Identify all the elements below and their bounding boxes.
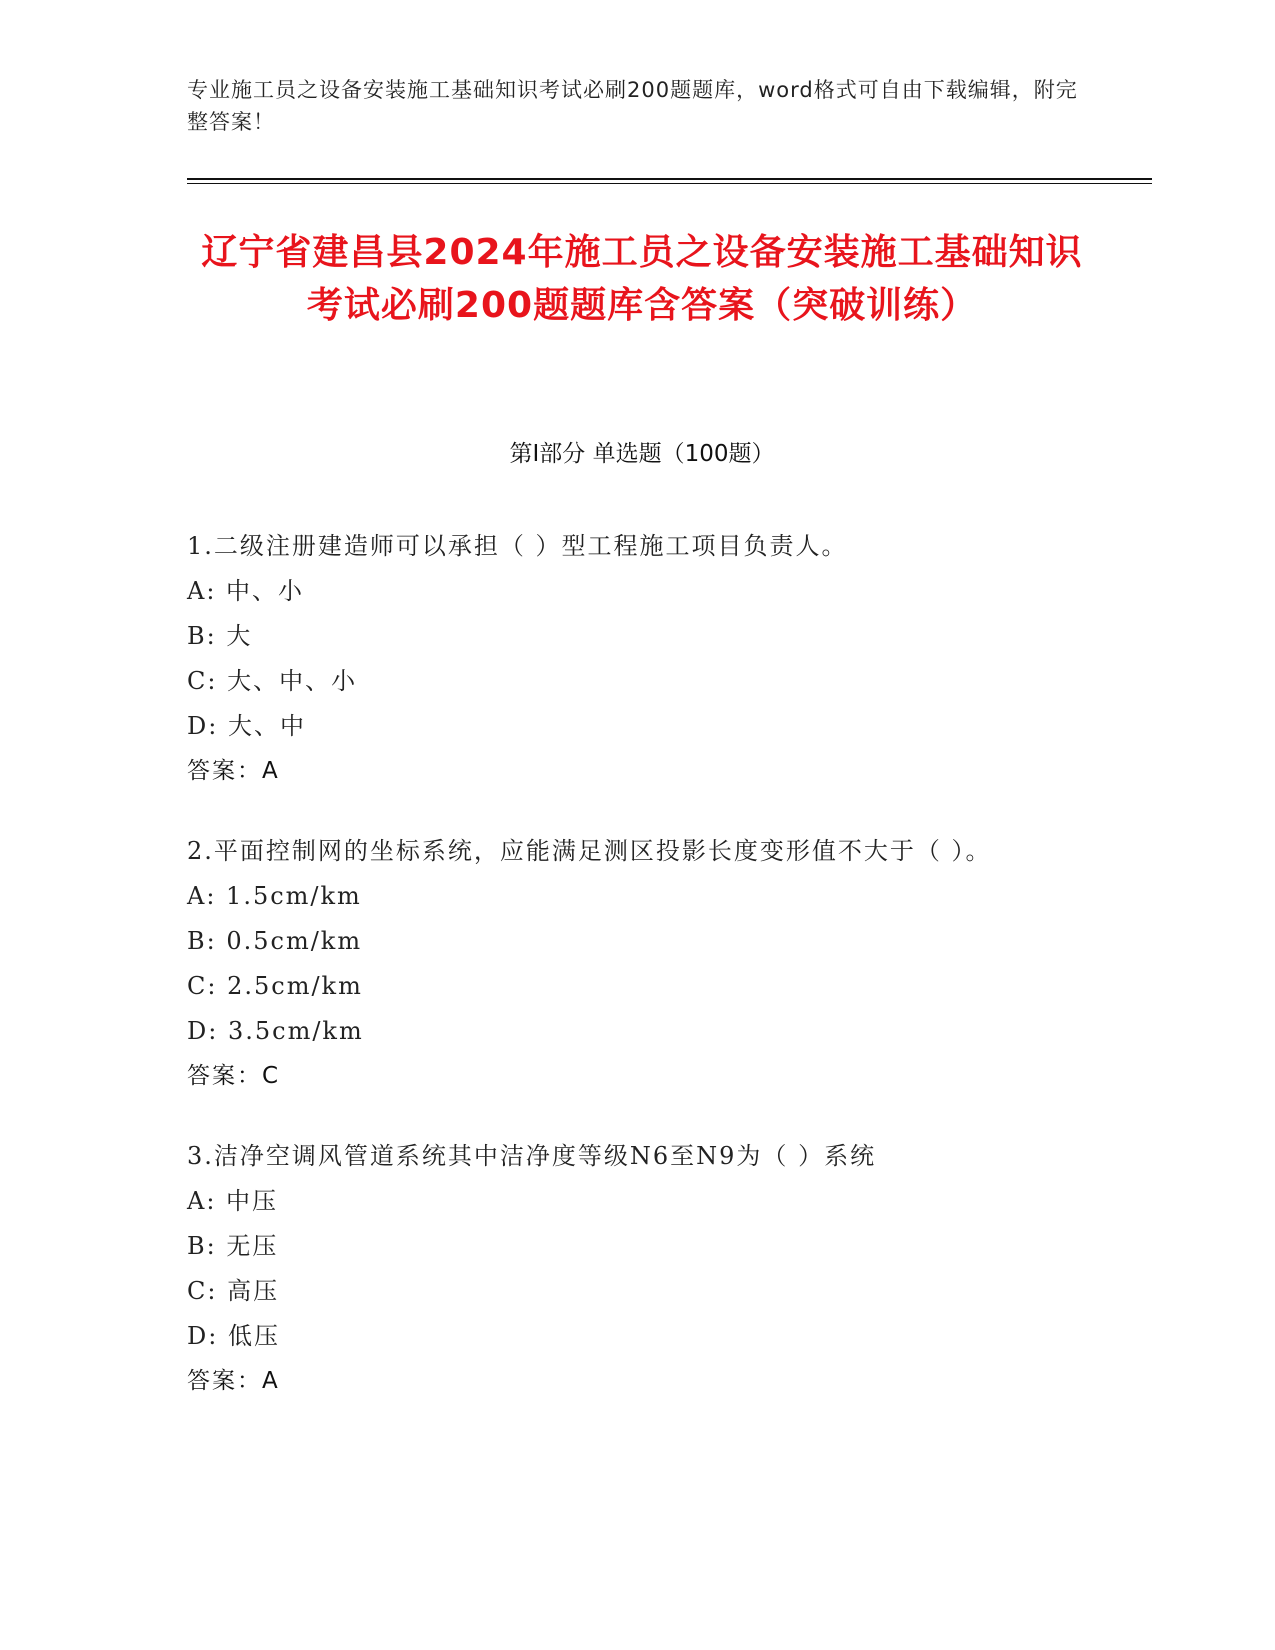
option-d: D: 3.5cm/km — [187, 1017, 364, 1045]
question-2 — [187, 835, 1087, 1092]
answer-value: A — [262, 758, 278, 784]
option-c: C: 高压 — [187, 1277, 280, 1305]
question-list — [187, 530, 1087, 1445]
section-title: 第I部分 单选题（100题） — [509, 441, 775, 467]
option-b: B: 0.5cm/km — [187, 927, 363, 955]
question-stem: 3.洁净空调风管道系统其中洁净度等级N6至N9为（ ）系统 — [187, 1142, 877, 1170]
document-title: 辽宁省建昌县2024年施工员之设备安装施工基础知识考试必刷200题题库含答案（突破训练） — [201, 232, 1083, 326]
header-rule-thin — [187, 183, 1152, 184]
option-b: B: 大 — [187, 622, 253, 650]
question-stem: 1.二级注册建造师可以承担（ ）型工程施工项目负责人。 — [187, 532, 848, 560]
answer-line — [187, 1060, 1087, 1092]
option-a: A: 1.5cm/km — [187, 882, 362, 910]
answer-value: C — [262, 1063, 279, 1089]
header-note: 专业施工员之设备安装施工基础知识考试必刷200题题库，word格式可自由下载编辑，附完整答案！ — [187, 78, 1078, 134]
option-a: A: 中压 — [187, 1187, 279, 1215]
option-c: C: 2.5cm/km — [187, 972, 363, 1000]
option-d: D: 大、中 — [187, 712, 306, 740]
option-d: D: 低压 — [187, 1322, 280, 1350]
answer-label: 答案： — [187, 758, 262, 784]
option-c: C: 大、中、小 — [187, 667, 358, 695]
answer-label: 答案： — [187, 1063, 262, 1089]
option-b: B: 无压 — [187, 1232, 279, 1260]
answer-line — [187, 755, 1087, 787]
question-3 — [187, 1140, 1087, 1397]
option-a: A: 中、小 — [187, 577, 305, 605]
answer-value: A — [262, 1368, 278, 1394]
header-rule-thick — [187, 178, 1152, 180]
question-stem: 2.平面控制网的坐标系统，应能满足测区投影长度变形值不大于（ ）。 — [187, 837, 992, 865]
answer-line — [187, 1365, 1087, 1397]
answer-label: 答案： — [187, 1368, 262, 1394]
question-1 — [187, 530, 1087, 787]
